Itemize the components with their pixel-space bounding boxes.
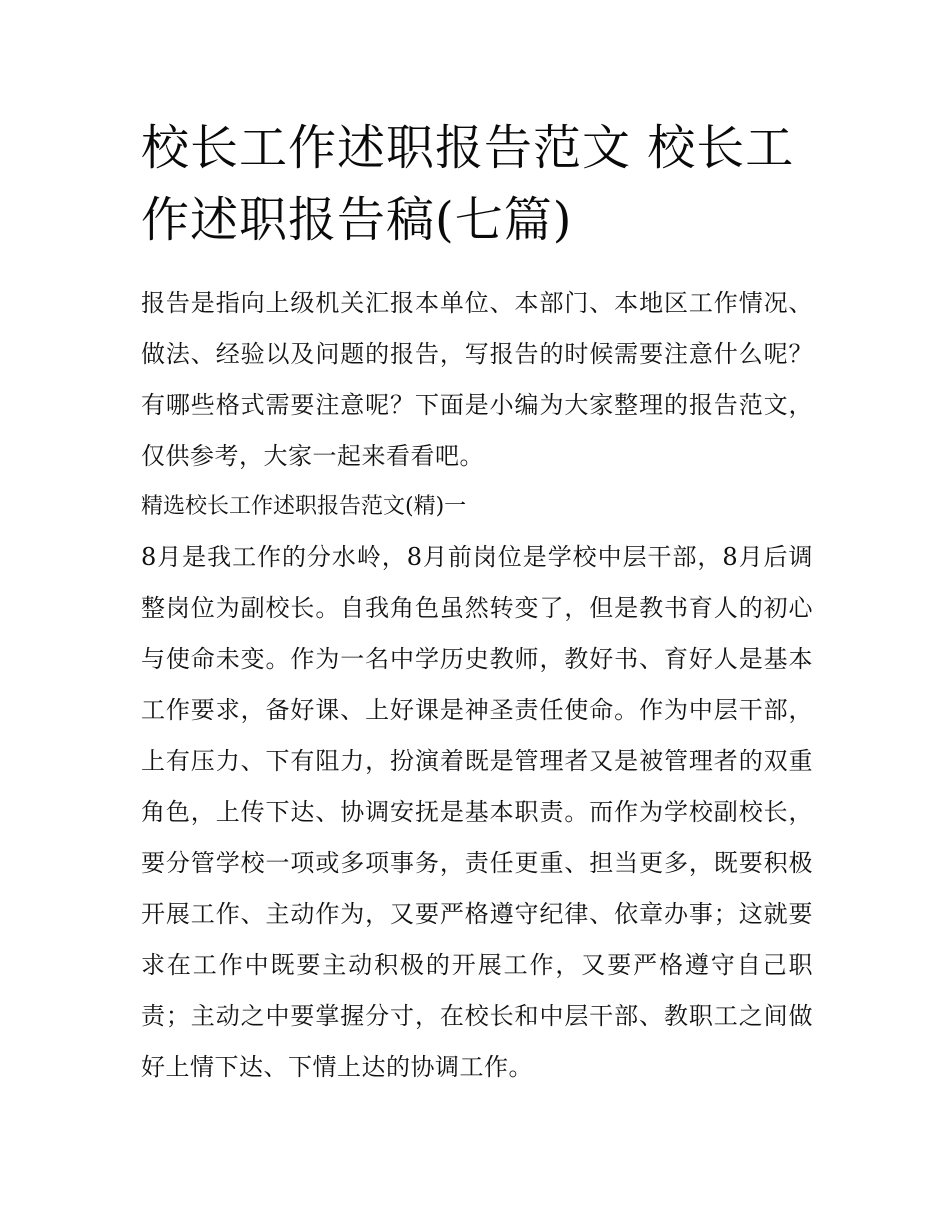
document-title: 校长工作述职报告范文 校长工作述职报告稿(七篇) bbox=[141, 120, 795, 248]
body-paragraph: 8月是我工作的分水岭，8月前岗位是学校中层干部，8月后调整岗位为副校长。自我角色虽然转变了，但是教书育人的初心与使命未变。作为一名中学历史教师，教好书、育好人是基本工作要求，备好课、上好课是神圣责任使命。作为中层干部，上有压力、下有阻力，扮演着既是管理者又是被管理者的双重角色，上传下达、协调安抚是基本职责。而作为学校副校长，要分管学校一项或多项事务，责任更重、担当更多，既要积极开展工作、主动作为，又要严格遵守纪律、依章办事；这就要求在工作中既要主动积极的开展工作，又要严格遵守自己职责；主动之中要掌握分寸，在校长和中层干部、教职工之间做好上情下达、下情上达的协调工作。 bbox=[141, 543, 813, 1081]
document-content bbox=[141, 112, 813, 1093]
intro-paragraph: 报告是指向上级机关汇报本单位、本部门、本地区工作情况、做法、经验以及问题的报告，写报告的时候需要注意什么呢？有哪些格式需要注意呢？下面是小编为大家整理的报告范文，仅供参考，大家一起来看看吧。 bbox=[141, 289, 813, 470]
section-heading: 精选校长工作述职报告范文(精)一 bbox=[141, 494, 467, 519]
